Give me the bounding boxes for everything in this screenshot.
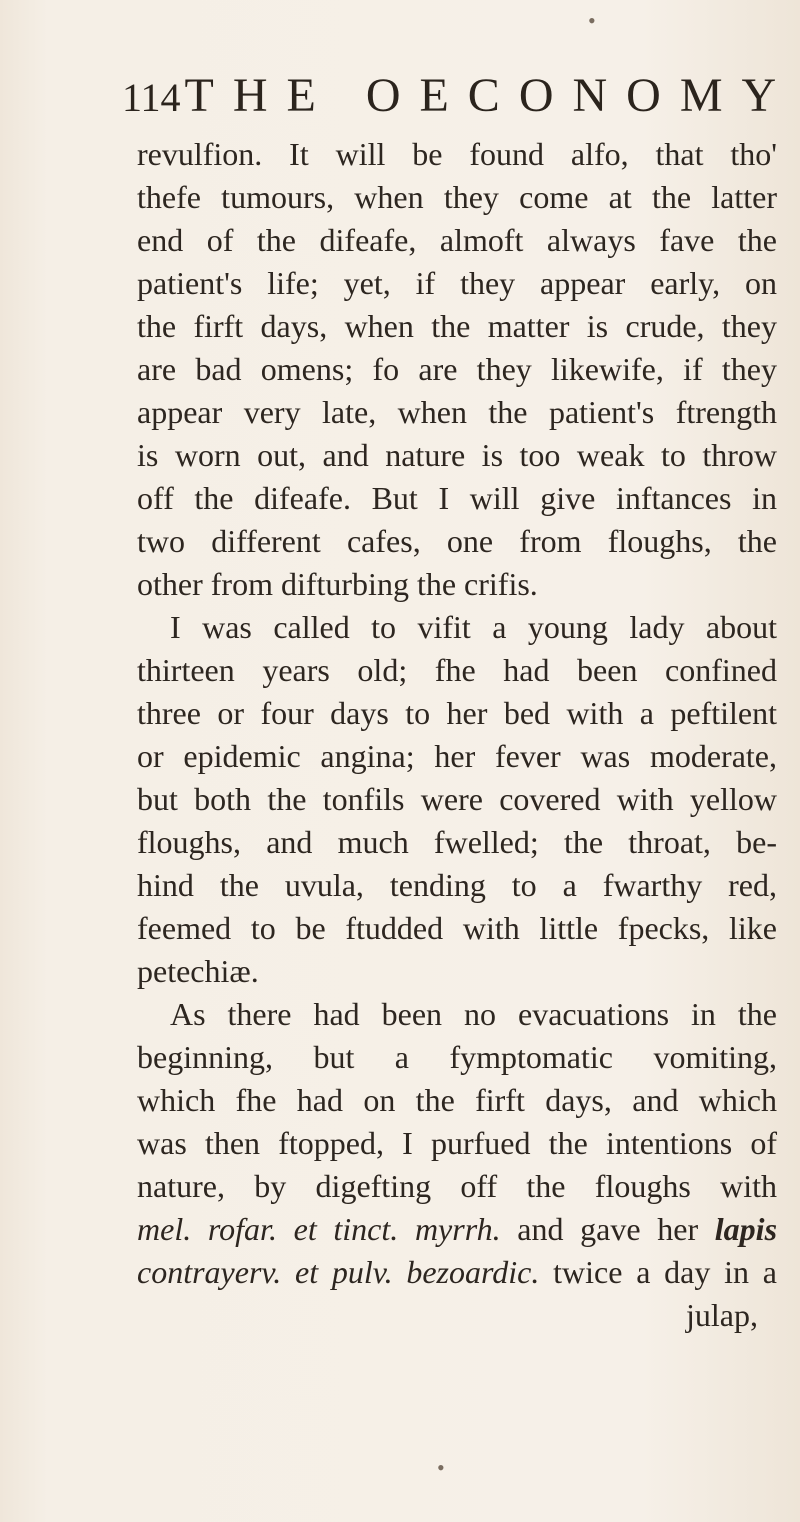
roman-text: and gave her xyxy=(500,1211,715,1247)
text-line: nature, by digefting off the floughs with xyxy=(137,1168,777,1204)
text-line: floughs, and much fwelled; the throat, be- xyxy=(137,824,777,860)
text-line: off the difeafe. But I will give inftances in xyxy=(137,480,777,516)
text-line: beginning, but a fymptomatic vomiting, xyxy=(137,1039,777,1075)
text-line: appear very late, when the patient's ftrength xyxy=(137,394,777,430)
paragraph-first-line: As there had been no evacuations in the xyxy=(170,996,777,1032)
text-line: thirteen years old; fhe had been confined xyxy=(137,652,777,688)
text-line: is worn out, and nature is too weak to throw xyxy=(137,437,777,473)
text-line: or epidemic angina; her fever was moderate, xyxy=(137,738,777,774)
text-line: two different cafes, one from floughs, the xyxy=(137,523,777,559)
text-line: other from difturbing the crifis. xyxy=(137,566,538,602)
roman-text: twice a day in a xyxy=(539,1254,778,1290)
text-line: patient's life; yet, if they appear early, on xyxy=(137,265,777,301)
italic-text: contrayerv. et pulv. bezoardic. xyxy=(137,1254,540,1290)
text-line: petechiæ. xyxy=(137,953,259,989)
italic-text: lapis xyxy=(714,1211,778,1247)
text-line: was then ftopped, I purfued the intentions of xyxy=(137,1125,777,1161)
text-line: are bad omens; fo are they likewife, if they xyxy=(137,351,777,387)
text-line: thefe tumours, when they come at the latter xyxy=(137,179,777,215)
running-title: THE OECONOMY xyxy=(184,69,796,122)
text-line: the firft days, when the matter is crude, they xyxy=(137,308,777,344)
text-line: revulfion. It will be found alfo, that tho' xyxy=(137,136,777,172)
text-line: but both the tonfils were covered with yellow xyxy=(137,781,777,817)
ink-speck-decoration: • xyxy=(437,1455,445,1480)
text-line: end of the difeafe, almoft always fave the xyxy=(137,222,777,258)
text-line: three or four days to her bed with a peftilent xyxy=(137,695,777,731)
italic-text: mel. rofar. et tinct. myrrh. xyxy=(137,1211,501,1247)
text-line-mixed xyxy=(137,1253,777,1291)
running-head xyxy=(122,68,795,123)
text-line: hind the uvula, tending to a fwarthy red, xyxy=(137,867,777,903)
catchword: julap, xyxy=(686,1297,758,1333)
text-line: feemed to be ftudded with little fpecks, like xyxy=(137,910,777,946)
text-line: which fhe had on the firft days, and which xyxy=(137,1082,777,1118)
page-number: 114 xyxy=(122,75,181,120)
text-line-mixed xyxy=(137,1210,777,1248)
paragraph-first-line: I was called to vifit a young lady about xyxy=(170,609,777,645)
ink-speck-decoration: • xyxy=(588,8,596,33)
